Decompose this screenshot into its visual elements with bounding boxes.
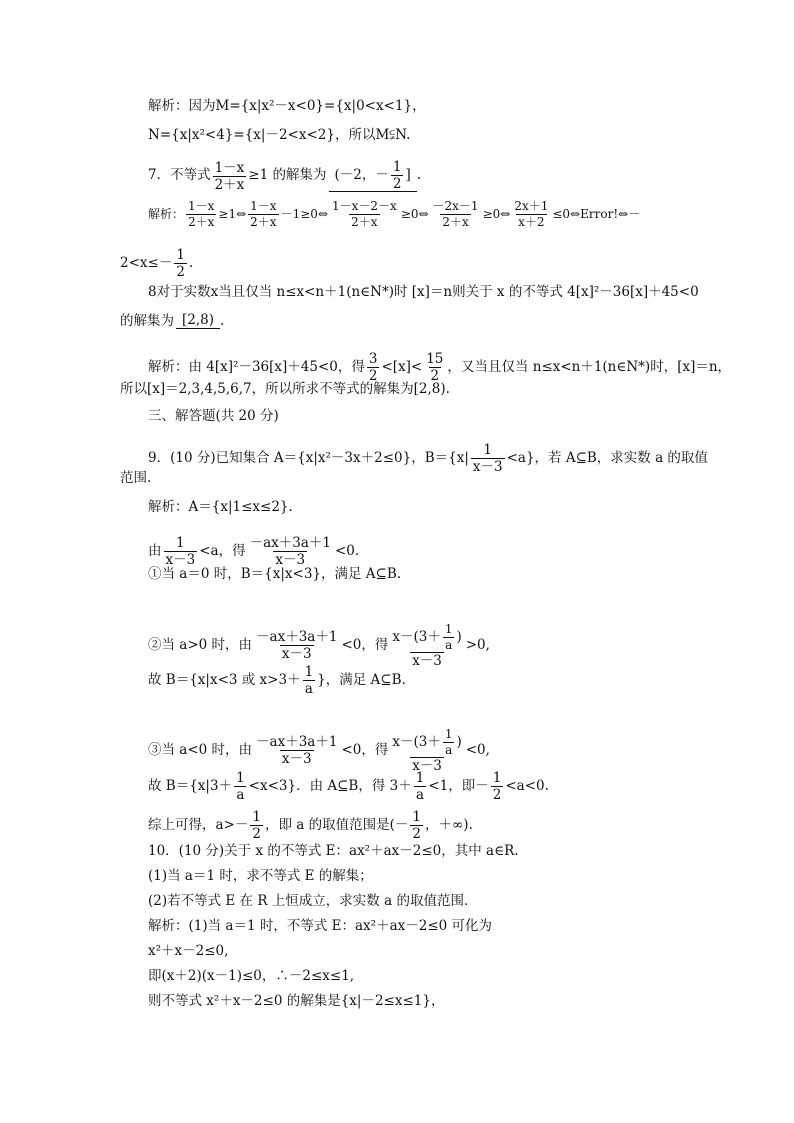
numerator <box>390 623 463 652</box>
denominator: x－3 <box>165 552 196 569</box>
text: x²＋x－2≤0, <box>148 943 229 959</box>
denominator: a <box>304 681 313 698</box>
text: 即(x＋2)(x－1)≤0，∴－2≤x≤1, <box>148 968 355 984</box>
fraction <box>443 623 455 651</box>
text: 的解集为 <box>120 312 174 329</box>
solution-7-line-2 <box>120 248 193 279</box>
numerator: 2x＋1 <box>514 199 549 213</box>
solution-10-line-2 <box>148 945 228 959</box>
text: x－(3＋ <box>392 734 441 750</box>
fraction <box>424 352 445 383</box>
text: 解析：因为M={x|x²－x<0}={x|0<x<1}， <box>148 98 426 114</box>
text: 三、解答题(共 20 分) <box>148 408 279 424</box>
text: 解析：A＝{x|1≤x≤2}. <box>148 499 293 515</box>
text: 范围. <box>120 470 152 486</box>
text: <0, <box>465 741 490 758</box>
text: <0. <box>334 542 360 559</box>
denominator: 2 <box>252 826 261 843</box>
solution-9-case-1 <box>148 568 401 582</box>
solution-10-line-3 <box>148 970 354 984</box>
fraction <box>414 771 427 802</box>
numerator: 1 <box>444 622 453 636</box>
solution-10-line-4 <box>148 995 444 1009</box>
text: 7．不等式 <box>148 167 211 184</box>
denominator: x－3 <box>281 646 312 663</box>
denominator: 2 <box>392 176 402 193</box>
fraction <box>491 771 504 802</box>
text: 解析：由 4[x]²－36[x]＋45<0，得 <box>148 358 365 375</box>
solution-6-line-2 <box>148 129 410 143</box>
numerator: 1 <box>392 159 402 175</box>
numerator: 3 <box>368 351 378 367</box>
fraction <box>390 728 463 773</box>
fraction <box>234 771 247 802</box>
solution-9-case-2-result <box>148 665 406 696</box>
denominator: 2＋x <box>214 176 245 193</box>
fraction <box>174 248 187 279</box>
numerator: 1－x <box>250 199 277 213</box>
text: ) <box>456 629 462 645</box>
text: ，即 a 的取值范围是(－ <box>264 816 409 833</box>
text: }，满足 A⊆B. <box>317 671 406 688</box>
fraction <box>250 810 263 841</box>
fraction <box>254 735 339 766</box>
question-7 <box>148 160 421 192</box>
text: ≥1⇔ <box>218 207 247 222</box>
solution-6-line-1 <box>148 100 426 114</box>
denominator: 2 <box>430 368 440 385</box>
text: . <box>416 167 422 184</box>
solution-8-line-1 <box>148 352 731 383</box>
text: >0, <box>465 636 490 653</box>
text: 所以[x]＝2,3,4,5,6,7，所以所求不等式的解集为[2,8). <box>120 381 450 397</box>
fraction <box>330 200 399 228</box>
numerator: －ax＋3a＋1 <box>249 535 331 551</box>
denominator: x－3 <box>412 758 442 775</box>
fraction <box>367 352 380 383</box>
text: <x<3}．由 A⊆B，得 3＋ <box>248 777 412 794</box>
text: ≥0⇔ <box>482 207 511 222</box>
solution-9-case-2 <box>148 623 490 668</box>
denominator: a <box>445 742 453 757</box>
text: ，又当且仅当 n≤x<n＋1(n∈N*)时，[x]＝n， <box>447 358 732 375</box>
denominator: x＋2 <box>518 214 545 229</box>
text: 10．(10 分)关于 x 的不等式 E：ax²＋ax－2≤0，其中 a∈R. <box>148 843 519 859</box>
fraction <box>186 200 216 228</box>
text: 解析：(1)当 a＝1 时，不等式 E：ax²＋ax－2≤0 可化为 <box>148 918 493 934</box>
answer-blank: [2,8) <box>176 314 220 329</box>
numerator: －ax＋3a＋1 <box>256 734 338 750</box>
denominator: x－3 <box>275 552 306 569</box>
fraction <box>254 630 339 661</box>
text: <a<0. <box>505 777 549 794</box>
text: ②当 a>0 时，由 <box>148 636 253 653</box>
text: 9．(10 分)已知集合 A＝{x|x²－3x＋2≤0}，B＝{x| <box>148 449 469 466</box>
solution-9-line-1 <box>148 501 293 515</box>
denominator: 2 <box>492 787 502 804</box>
numerator: 1－x <box>214 159 245 176</box>
numerator: 1－x <box>188 199 215 213</box>
numerator: 1 <box>412 809 421 825</box>
fraction <box>213 161 247 192</box>
text: x－(3＋ <box>392 629 441 645</box>
text: <0，得 <box>341 636 389 653</box>
solution-9-line-2 <box>148 536 359 567</box>
question-10-line-1 <box>148 845 519 859</box>
fraction <box>248 536 333 567</box>
denominator: a <box>416 787 425 804</box>
text: 故 B＝{x|3＋ <box>148 777 233 794</box>
denominator: 2 <box>368 368 378 385</box>
text: ≥1 的解集为 <box>248 167 327 184</box>
fraction <box>512 200 550 228</box>
denominator: x－3 <box>412 653 442 670</box>
denominator: a <box>236 787 245 804</box>
question-9-line-1 <box>148 443 708 474</box>
solution-9-case-3 <box>148 728 490 773</box>
fraction <box>391 160 404 191</box>
text: . <box>188 254 194 271</box>
text: (－2，－ <box>334 166 389 183</box>
solution-8-line-2 <box>120 383 450 397</box>
text: <a，得 <box>199 542 246 559</box>
numerator: 15 <box>426 351 444 367</box>
denominator: x－3 <box>472 459 503 476</box>
text: ③当 a<0 时，由 <box>148 741 253 758</box>
fraction <box>390 623 463 668</box>
question-8-line-2 <box>120 314 224 329</box>
numerator: 1 <box>252 809 261 825</box>
numerator: －ax＋3a＋1 <box>256 629 338 645</box>
text: ≤0⇔Error!⇔－ <box>552 207 641 222</box>
text: 2<x≤－ <box>120 254 173 271</box>
numerator: 1 <box>176 535 185 551</box>
fraction <box>164 536 198 567</box>
numerator: 1 <box>492 770 502 786</box>
denominator: 2 <box>176 264 185 281</box>
question-10-line-3 <box>148 895 477 909</box>
text: <1，即－ <box>428 777 489 794</box>
numerator: 1 <box>236 770 245 786</box>
text: N={x|x²<4}={x|－2<x<2}，所以M⫋N. <box>148 127 411 143</box>
text: 综上可得，a>－ <box>148 816 249 833</box>
solution-7-line-1 <box>148 200 640 228</box>
denominator: x－3 <box>281 751 312 768</box>
text: 由 <box>148 542 162 559</box>
denominator: 2＋x <box>250 214 277 229</box>
numerator: 1 <box>415 770 425 786</box>
text: －1≥0⇔ <box>280 207 328 222</box>
fraction <box>471 443 505 474</box>
question-10-line-2 <box>148 870 373 884</box>
text: (1)当 a＝1 时，求不等式 E 的解集； <box>148 868 373 884</box>
text: 故 B＝{x|x<3 或 x>3＋ <box>148 671 301 688</box>
fraction <box>443 728 455 756</box>
text: 8对于实数x当且仅当 n≤x<n＋1(n∈N*)时 [x]＝n则关于 x 的不等式 4[x]²－36[x]＋45<0 <box>148 284 699 300</box>
numerator: 1 <box>483 442 493 458</box>
denominator: 2＋x <box>442 214 469 229</box>
numerator: 1－x－2－x <box>331 199 397 213</box>
text: ) <box>456 734 462 750</box>
text: <a}，若 A⊆B，求实数 a 的取值 <box>506 449 708 466</box>
fraction <box>248 200 278 228</box>
solution-9-conclusion <box>148 810 473 841</box>
question-8-line-1 <box>148 286 699 300</box>
numerator: 1 <box>176 247 185 263</box>
text: ，＋∞). <box>424 816 473 833</box>
denominator: 2 <box>412 826 421 843</box>
solution-10-line-1 <box>148 920 492 934</box>
text: . <box>220 312 225 329</box>
text: 解析： <box>148 207 185 222</box>
text: ≥0⇔ <box>400 207 429 222</box>
text: 则不等式 x²＋x－2≤0 的解集是{x|－2≤x≤1}， <box>148 993 445 1009</box>
denominator: 2＋x <box>188 214 215 229</box>
numerator <box>390 728 463 757</box>
fraction <box>410 810 423 841</box>
text: <[x]< <box>381 358 423 375</box>
fraction <box>431 200 481 228</box>
solution-9-case-3-result <box>148 771 549 802</box>
denominator: a <box>445 637 453 652</box>
text: <0，得 <box>341 741 389 758</box>
denominator: 2＋x <box>351 214 378 229</box>
text: (2)若不等式 E 在 R 上恒成立，求实数 a 的取值范围． <box>148 893 478 909</box>
text: ] <box>405 166 411 183</box>
section-heading <box>148 410 279 424</box>
numerator: 1 <box>444 727 453 741</box>
answer-blank <box>329 160 417 192</box>
numerator: －2x－1 <box>432 199 479 213</box>
question-9-line-2 <box>120 472 151 486</box>
text: ①当 a＝0 时，B＝{x|x<3}，满足 A⊆B. <box>148 566 402 582</box>
numerator: 1 <box>304 664 314 680</box>
fraction <box>303 665 316 696</box>
